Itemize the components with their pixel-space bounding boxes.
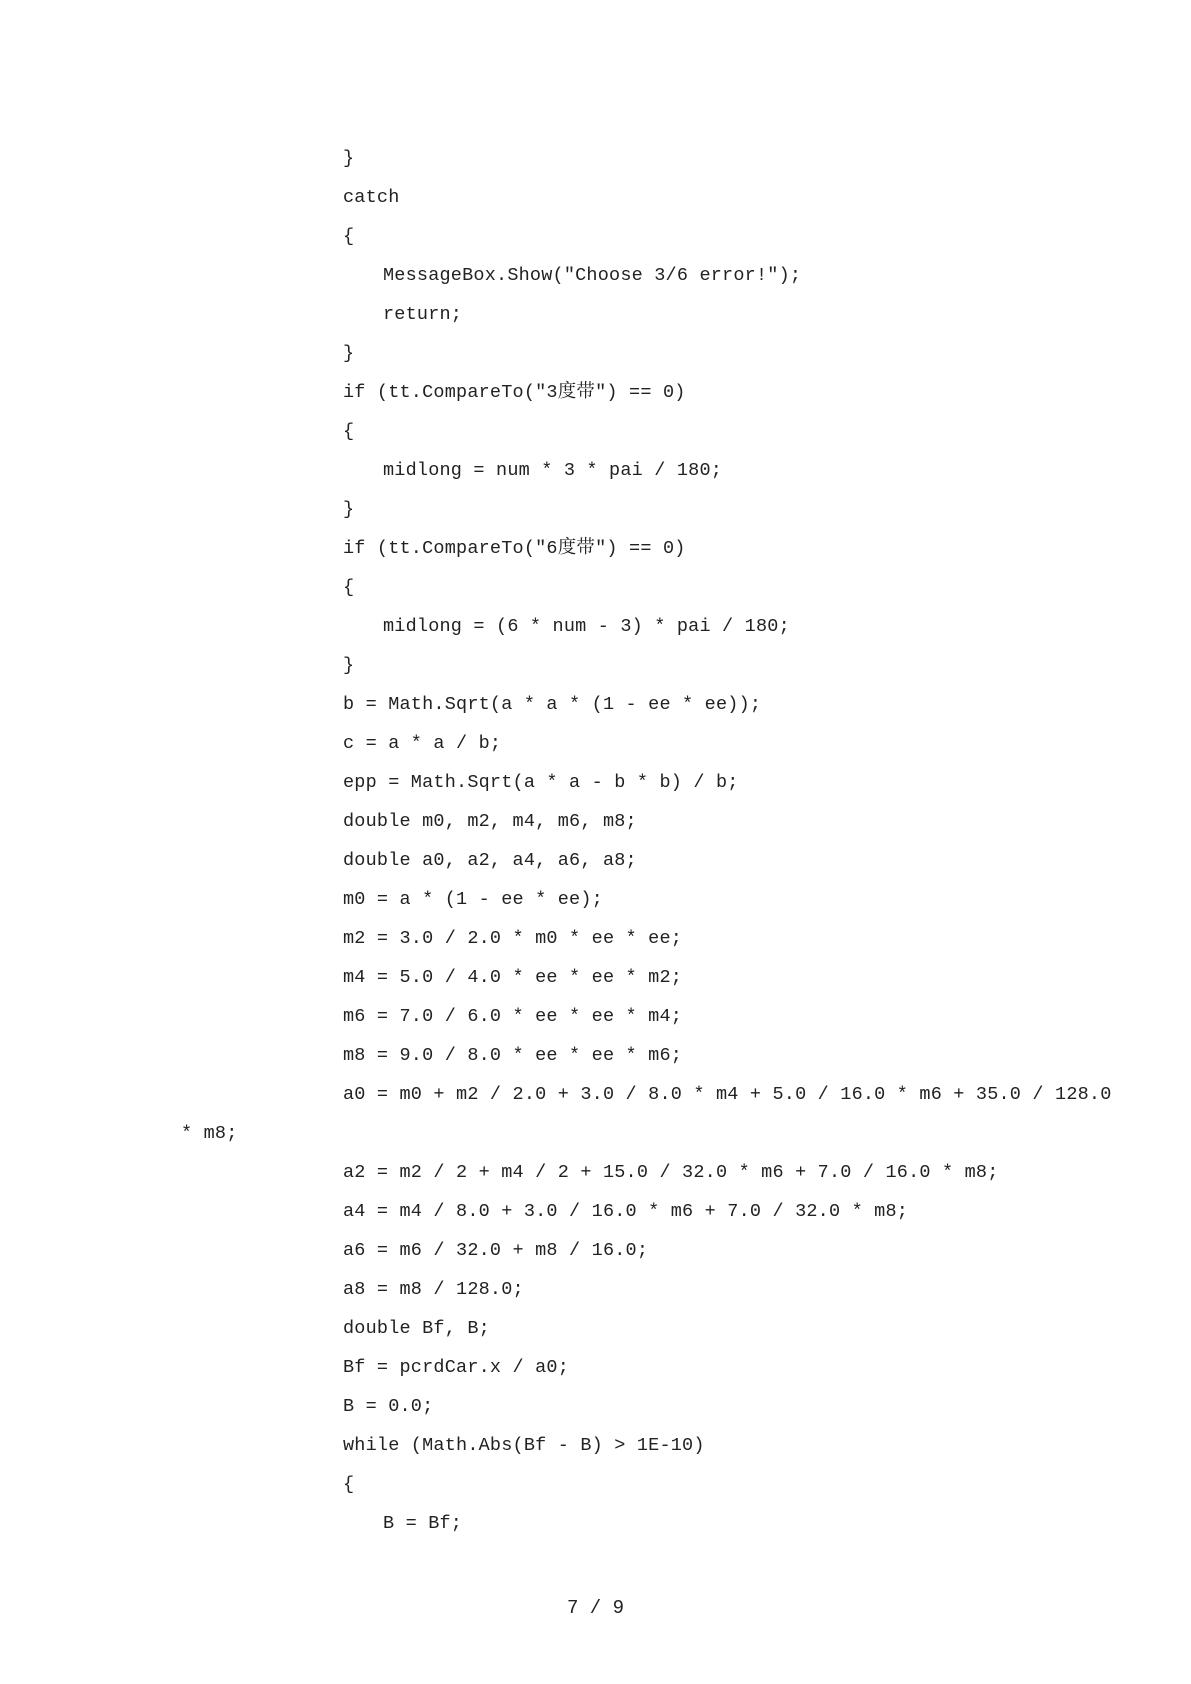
code-line: catch bbox=[343, 187, 400, 208]
code-line: MessageBox.Show("Choose 3/6 error!"); bbox=[383, 265, 802, 286]
code-line: Bf = pcrdCar.x / a0; bbox=[343, 1357, 570, 1378]
code-line: midlong = num * 3 * pai / 180; bbox=[383, 460, 723, 481]
code-line: return; bbox=[383, 304, 463, 325]
code-line: m2 = 3.0 / 2.0 * m0 * ee * ee; bbox=[343, 928, 683, 949]
code-line: m4 = 5.0 / 4.0 * ee * ee * m2; bbox=[343, 967, 683, 988]
code-line: { bbox=[343, 421, 355, 442]
code-line: { bbox=[343, 577, 355, 598]
code-line: B = Bf; bbox=[383, 1513, 463, 1534]
code-line: midlong = (6 * num - 3) * pai / 180; bbox=[383, 616, 790, 637]
code-line: m6 = 7.0 / 6.0 * ee * ee * m4; bbox=[343, 1006, 683, 1027]
code-line: double m0, m2, m4, m6, m8; bbox=[343, 811, 637, 832]
code-line: a2 = m2 / 2 + m4 / 2 + 15.0 / 32.0 * m6 + 7.0 / 16.0 * m8; bbox=[343, 1162, 999, 1183]
code-line: m8 = 9.0 / 8.0 * ee * ee * m6; bbox=[343, 1045, 683, 1066]
code-line: if (tt.CompareTo("6度带") == 0) bbox=[343, 538, 686, 559]
code-line: epp = Math.Sqrt(a * a - b * b) / b; bbox=[343, 772, 739, 793]
code-line: } bbox=[343, 499, 355, 520]
code-line: b = Math.Sqrt(a * a * (1 - ee * ee)); bbox=[343, 694, 762, 715]
code-line: a6 = m6 / 32.0 + m8 / 16.0; bbox=[343, 1240, 649, 1261]
page-number: 7 / 9 bbox=[566, 1597, 624, 1619]
code-line: if (tt.CompareTo("3度带") == 0) bbox=[343, 382, 686, 403]
code-line: a0 = m0 + m2 / 2.0 + 3.0 / 8.0 * m4 + 5.0 / 16.0 * m6 + 35.0 / 128.0 bbox=[343, 1084, 1112, 1105]
code-line: while (Math.Abs(Bf - B) > 1E-10) bbox=[343, 1435, 705, 1456]
code-line: } bbox=[343, 655, 355, 676]
code-line: * m8; bbox=[181, 1123, 238, 1144]
code-line: } bbox=[343, 148, 355, 169]
code-line: { bbox=[343, 1474, 355, 1495]
code-line: m0 = a * (1 - ee * ee); bbox=[343, 889, 603, 910]
code-line: double Bf, B; bbox=[343, 1318, 490, 1339]
code-line: double a0, a2, a4, a6, a8; bbox=[343, 850, 637, 871]
code-block bbox=[0, 139, 1191, 1543]
code-line: c = a * a / b; bbox=[343, 733, 502, 754]
code-line: } bbox=[343, 343, 355, 364]
code-line: a4 = m4 / 8.0 + 3.0 / 16.0 * m6 + 7.0 / 32.0 * m8; bbox=[343, 1201, 909, 1222]
code-line: B = 0.0; bbox=[343, 1396, 434, 1417]
code-line: { bbox=[343, 226, 355, 247]
code-line: a8 = m8 / 128.0; bbox=[343, 1279, 524, 1300]
